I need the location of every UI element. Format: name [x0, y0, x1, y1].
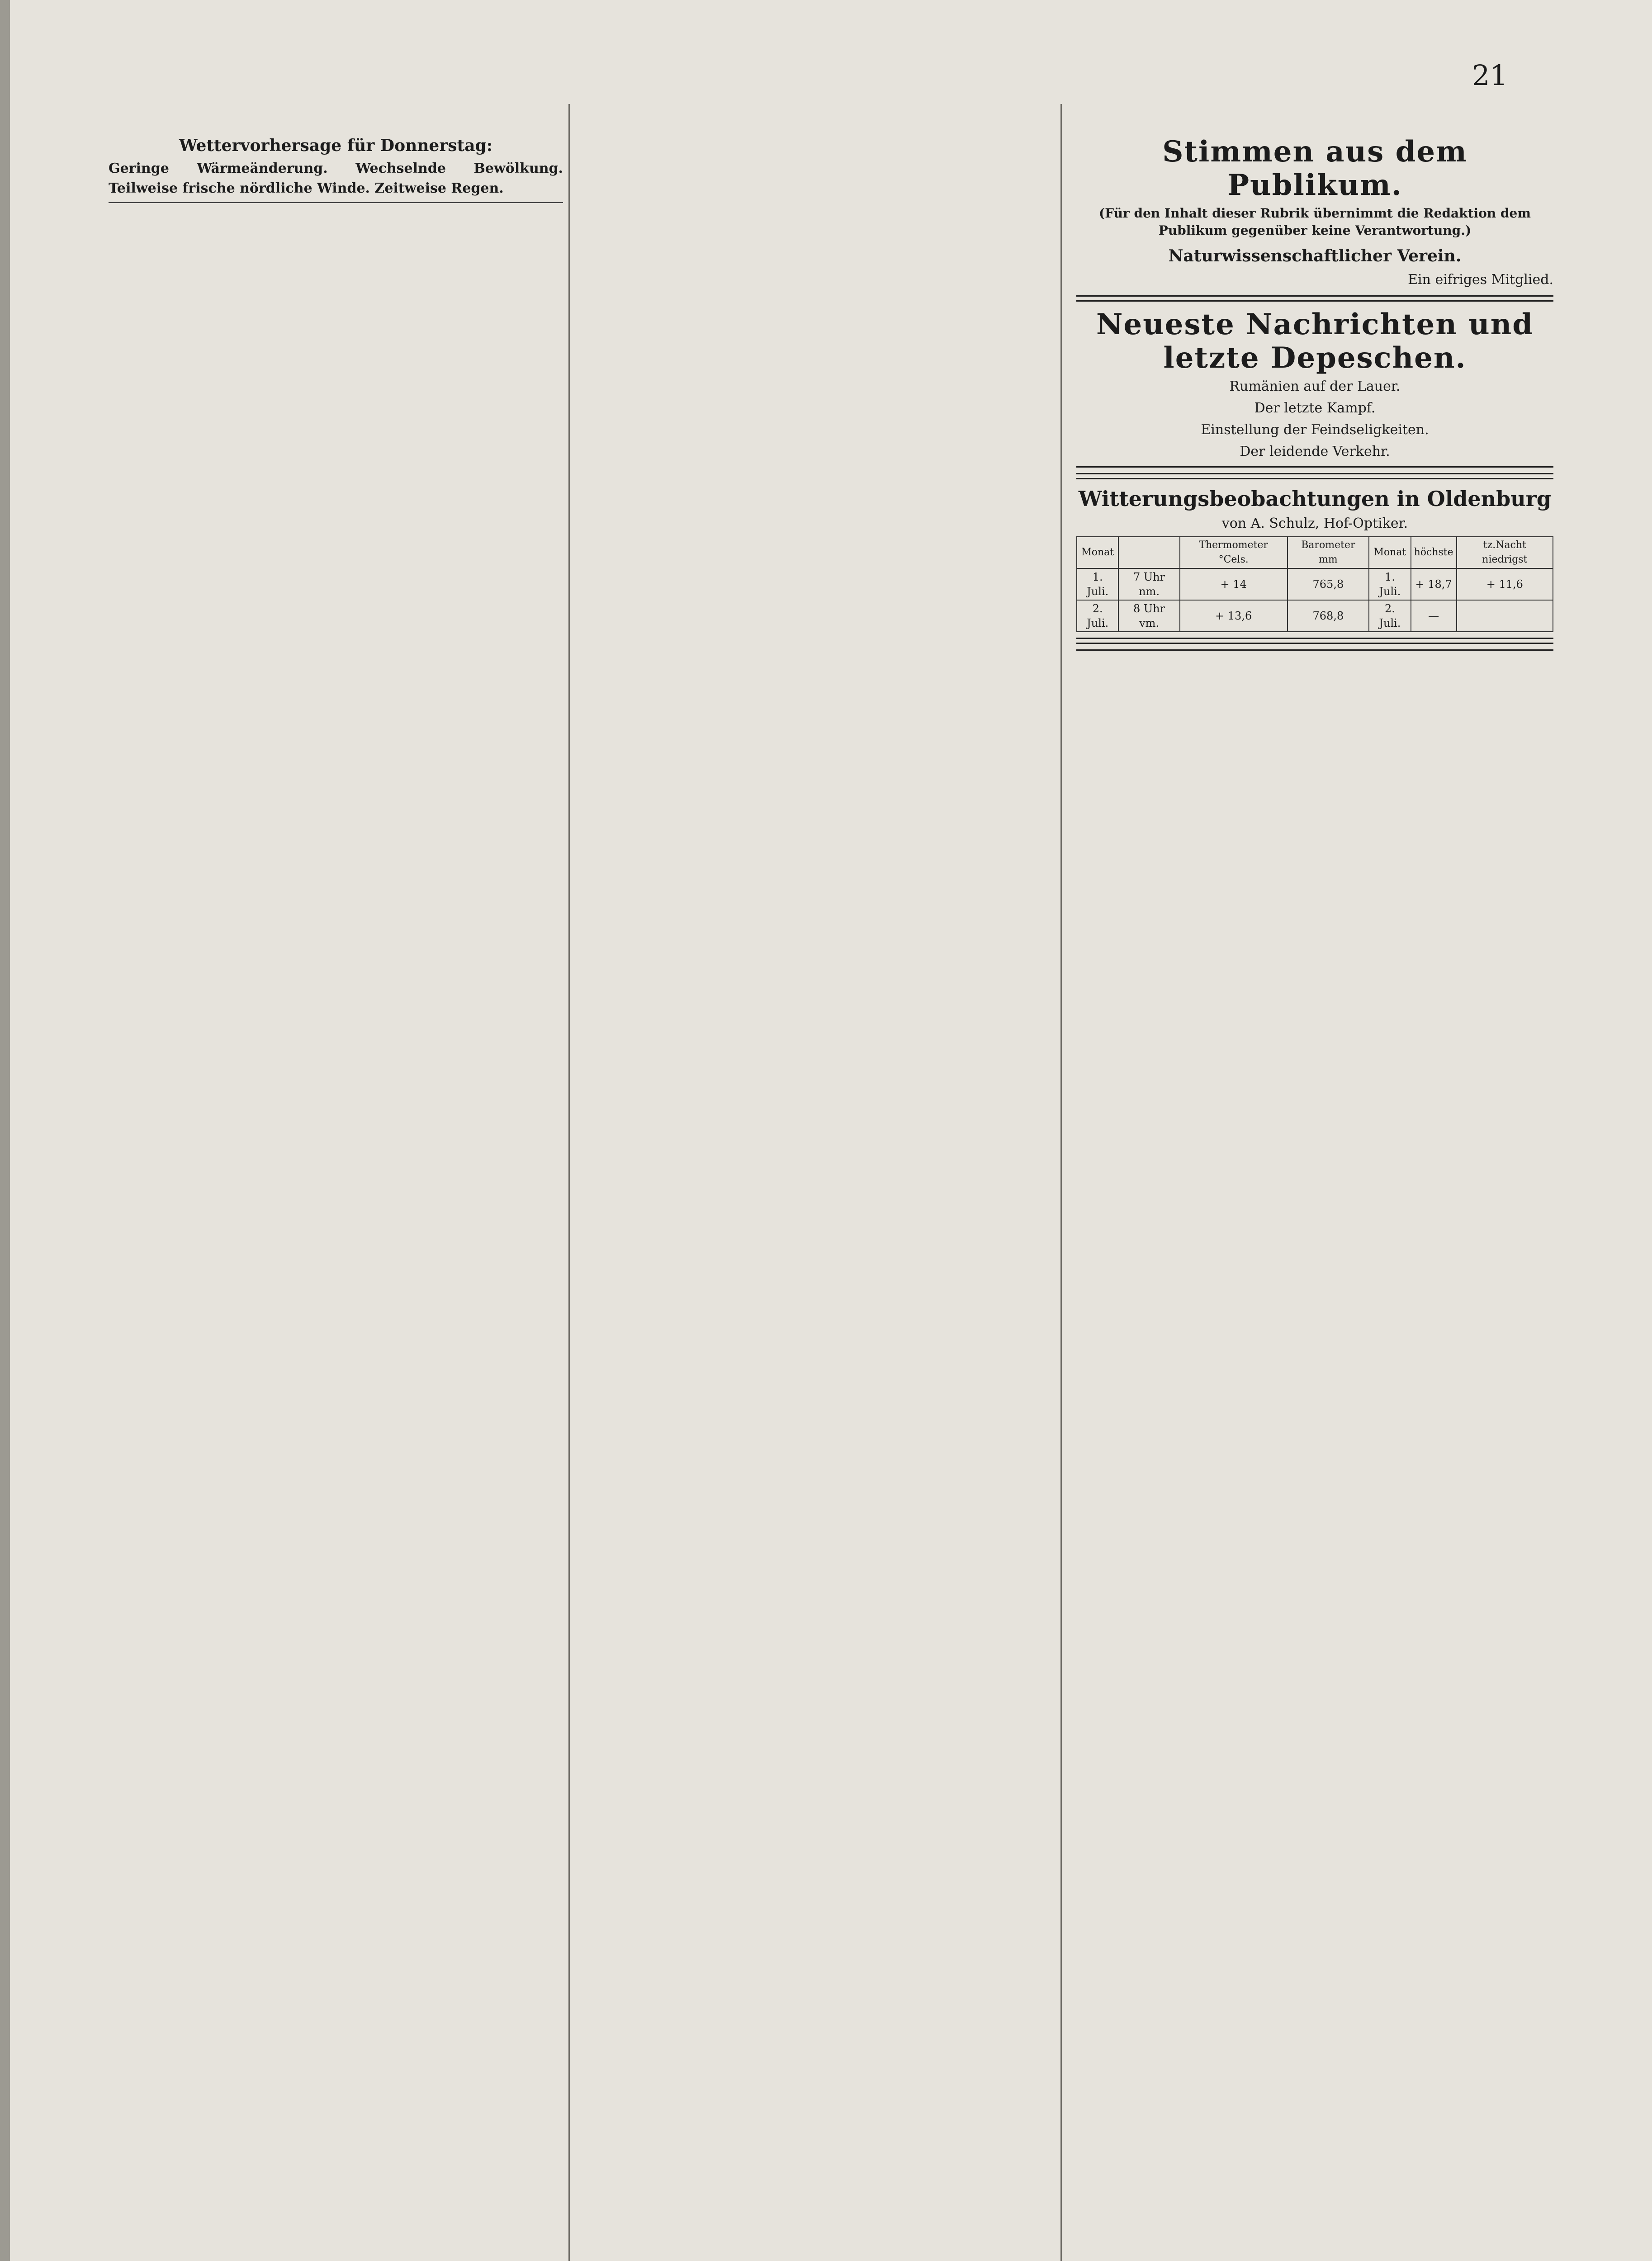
news-subheading: Der letzte Kampf. — [1254, 400, 1376, 416]
header-cell: Monat — [1077, 537, 1118, 568]
divider — [1076, 473, 1553, 479]
table-cell: + 13,6 — [1180, 600, 1288, 632]
header-cell — [1118, 537, 1179, 568]
column-1 — [109, 129, 563, 2261]
letter-signature: Ein eifriges Mitglied. — [1408, 272, 1553, 288]
table-cell — [1457, 600, 1553, 632]
table-cell: 768,8 — [1288, 600, 1369, 632]
table-cell: 1. Juli. — [1077, 568, 1118, 600]
divider — [1076, 295, 1553, 302]
table-cell: 8 Uhr vm. — [1118, 600, 1179, 632]
news-subheading: Rumänien auf der Lauer. — [1229, 378, 1401, 394]
weather-heading: Witterungsbeobachtungen in Oldenburg — [1078, 487, 1552, 511]
column-rule — [1060, 104, 1062, 2261]
table-cell: 7 Uhr nm. — [1118, 568, 1179, 600]
verein-heading: Naturwissenschaftlicher Verein. — [1168, 246, 1462, 265]
divider — [1076, 638, 1553, 644]
table-cell: + 14 — [1180, 568, 1288, 600]
table-cell: 765,8 — [1288, 568, 1369, 600]
column-3 — [1076, 129, 1553, 2261]
table-cell: 2. Juli. — [1077, 600, 1118, 632]
publikum-heading: Stimmen aus dem Publikum. — [1162, 135, 1467, 202]
column-rule — [568, 104, 570, 2261]
table-row — [1077, 568, 1553, 600]
forecast-text: Geringe Wärmeänderung. Wechselnde Bewölkung. Teilweise frische nördliche Winde. Zeitweise Regen. — [109, 161, 563, 196]
weather-table — [1076, 536, 1553, 632]
divider — [1076, 649, 1553, 651]
table-cell: 1. Juli. — [1369, 568, 1411, 600]
header-cell: tz.Nacht niedrigst — [1457, 537, 1553, 568]
column-2 — [574, 129, 1045, 2261]
forecast-heading: Wettervorhersage für Donnerstag: — [179, 136, 492, 155]
divider — [109, 202, 563, 203]
publikum-disclaimer: (Für den Inhalt dieser Rubrik übernimmt die Redaktion dem Publikum gegenüber keine Verantwortung.) — [1099, 206, 1531, 238]
table-cell: + 18,7 — [1411, 568, 1457, 600]
news-heading: Neueste Nachrichten und letzte Depeschen. — [1096, 307, 1534, 375]
page-number: 21 — [1472, 59, 1508, 92]
news-subheading: Einstellung der Feindseligkeiten. — [1201, 422, 1429, 438]
weather-subheading: von A. Schulz, Hof-Optiker. — [1221, 516, 1408, 531]
table-cell: — — [1411, 600, 1457, 632]
table-cell: 2. Juli. — [1369, 600, 1411, 632]
header-cell: Thermometer °Cels. — [1180, 537, 1288, 568]
table-cell: + 11,6 — [1457, 568, 1553, 600]
header-cell: Monat — [1369, 537, 1411, 568]
header-cell: höchste — [1411, 537, 1457, 568]
header-cell: Barometer mm — [1288, 537, 1369, 568]
table-row — [1077, 600, 1553, 632]
divider — [1076, 466, 1553, 468]
binding-gutter — [0, 0, 10, 2261]
news-subheading: Der leidende Verkehr. — [1240, 444, 1390, 459]
weather-header-row — [1077, 537, 1553, 568]
